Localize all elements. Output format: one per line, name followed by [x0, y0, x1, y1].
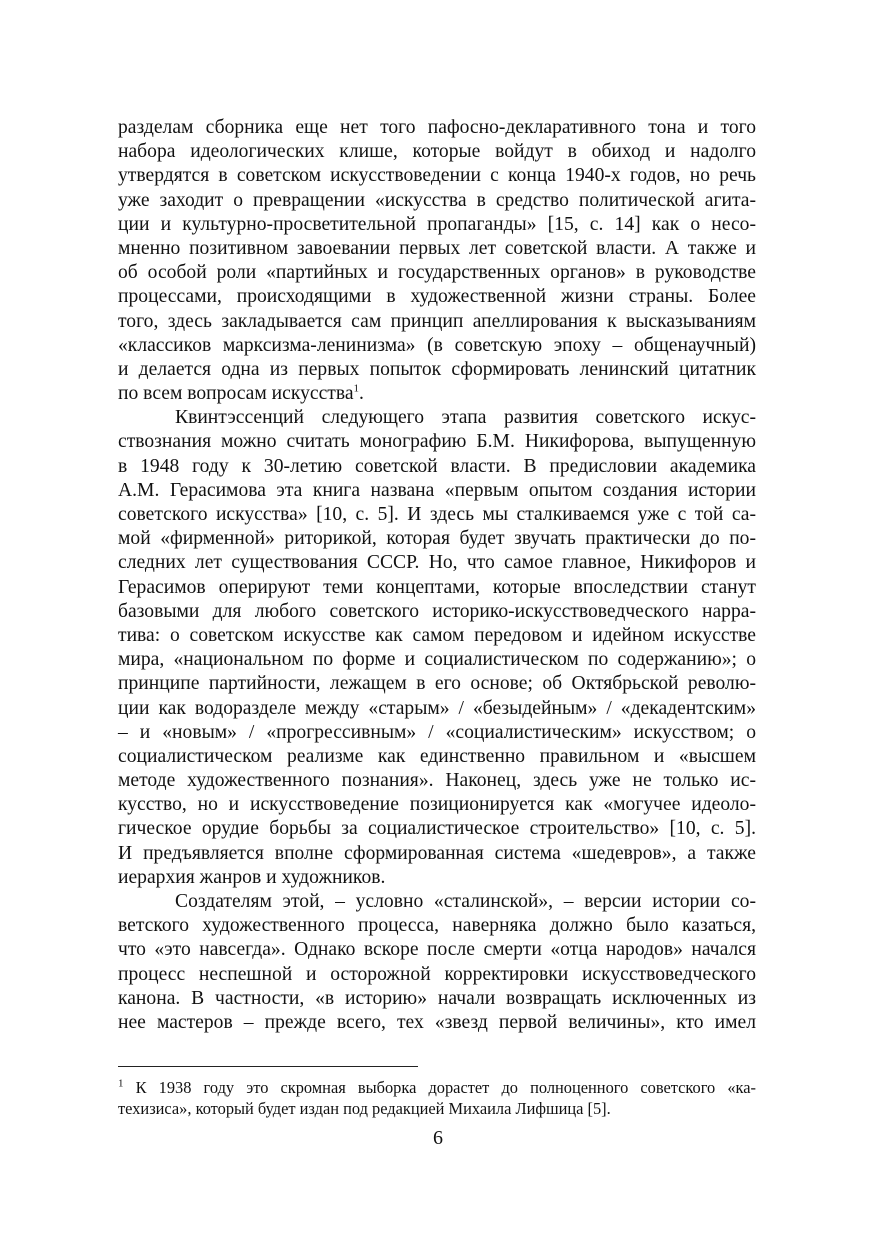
text-line: ции как водоразделе между «старым» / «безыдейным» / «декадентским» [118, 697, 756, 719]
text-line: базовыми для любого советского историко-искусствоведческого нарра- [118, 600, 756, 622]
text-line: процессами, происходящими в художественной жизни страны. Более [118, 286, 756, 308]
text-line: ветского художественного процесса, наверняка должно было казаться, [118, 915, 756, 937]
text-line: разделам сборника еще нет того пафосно-декларативного тона и того [118, 117, 756, 138]
text-line: об особой роли «партийных и государственных органов» в руководстве [118, 262, 756, 284]
text-line: советского искусства» [10, с. 5]. И здесь мы сталкиваемся уже с той са- [118, 504, 756, 525]
text-line: процесс неспешной и осторожной корректировки искусствоведческого [118, 963, 756, 985]
text-line: набора идеологических клише, которые войдут в обиход и надолго [118, 141, 756, 163]
text-line: методе художественного познания». Наконец, здесь уже не только ис- [118, 770, 756, 792]
text-line: нее мастеров – прежде всего, тех «звезд первой величины», кто имел [118, 1011, 756, 1033]
text-line: по всем вопросам искусства [118, 383, 354, 405]
paragraph-first-line: Создателям этой, – условно «сталинской», – версии истории со- [175, 891, 756, 912]
body-text [118, 116, 756, 1035]
text-line: принципе партийности, лежащем в его основе; об Октябрьской револю- [118, 673, 756, 695]
text-line: А.М. Герасимова эта книга названа «первым опытом создания истории [118, 479, 756, 501]
text-line-with-footnote-ref [118, 382, 756, 406]
text-line: в 1948 году к 30-летию советской власти. В предисловии академика [118, 455, 756, 477]
text-line: канона. В частности, «в историю» начали возвращать исключенных из [118, 987, 756, 1009]
text-line: ции и культурно-просветительной пропаганды» [15, с. 14] как о несо- [118, 213, 756, 235]
footnote-line [118, 1077, 756, 1098]
text-line: – и «новым» / «прогрессивным» / «социалистическим» искусством; о [118, 721, 756, 743]
text-line: следних лет существования СССР. Но, что самое главное, Никифоров и [118, 552, 756, 574]
text-line: того, здесь закладывается сам принцип апеллирования к высказываниям [118, 310, 756, 332]
text-line: мира, «национальном по форме и социалистическом по содержанию»; о [118, 649, 756, 671]
text-line: гическое орудие борьбы за социалистическое строительство» [10, с. 5]. [118, 818, 756, 840]
footnote-separator [118, 1066, 418, 1067]
footnote-marker: 1 [118, 1077, 124, 1090]
footnote-line: техизиса», который будет издан под редакцией Михаила Лифшица [5]. [118, 1099, 611, 1118]
footnote-reference[interactable]: 1 [353, 382, 360, 395]
text-line: тива: о советском искусстве как самом передовом и идейном искусстве [118, 624, 756, 646]
paragraph-first-line: Квинтэссенций следующего этапа развития советского искус- [175, 407, 756, 429]
sentence-end: . [359, 383, 364, 405]
text-line: утвердятся в советском искусствоведении с конца 1940-х годов, но речь [118, 165, 756, 187]
text-line: и делается одна из первых попыток сформировать ленинский цитатник [118, 358, 756, 380]
footnote-text: К 1938 году это скромная выборка дорастет до полноценного советского «ка- [123, 1078, 756, 1097]
text-line: уже заходит о превращении «искусства в средство политической агита- [118, 189, 756, 211]
text-line: что «это навсегда». Однако вскоре после смерти «отца народов» начался [118, 939, 756, 961]
text-line: иерархия жанров и художников. [118, 866, 386, 888]
text-line: ствознания можно считать монографию Б.М. Никифорова, выпущенную [118, 431, 756, 453]
text-line: социалистическом реализме как единственно правильном и «высшем [118, 745, 756, 767]
text-line: мой «фирменной» риторикой, которая будет звучать практически до по- [118, 528, 756, 550]
page-number: 6 [433, 1127, 443, 1149]
footnote [118, 1077, 756, 1119]
text-line: «классиков марксизма-ленинизма» (в советскую эпоху – общенаучный) [118, 334, 756, 356]
text-line: Герасимов оперируют теми концептами, которые впоследствии станут [118, 576, 756, 598]
text-line: И предъявляется вполне сформированная система «шедевров», а также [118, 842, 756, 864]
text-line: мненно позитивном завоевании первых лет советской власти. А также и [118, 237, 756, 259]
text-line: кусство, но и искусствоведение позиционируется как «могучее идеоло- [118, 794, 756, 816]
